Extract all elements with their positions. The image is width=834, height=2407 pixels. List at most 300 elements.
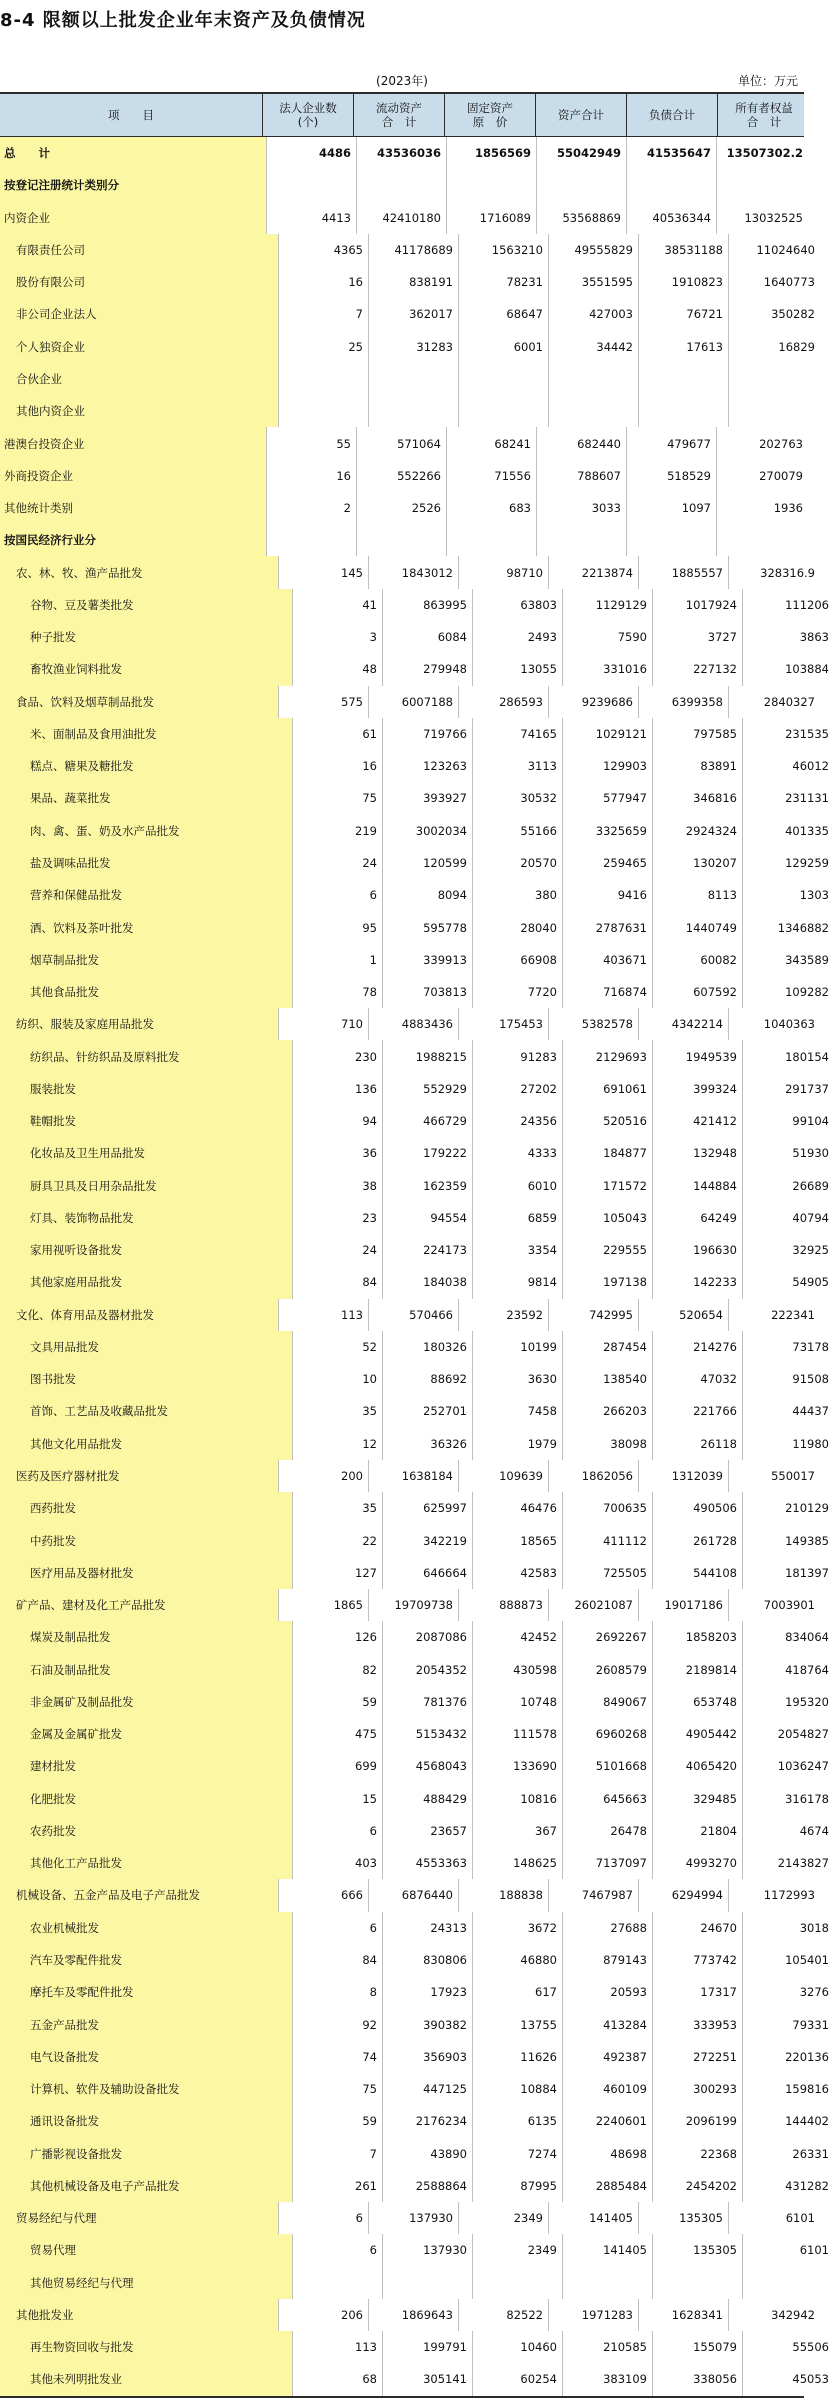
cell-enterprise-count: 206 [278, 2299, 368, 2331]
cell-owners-equity: 231535 [742, 718, 834, 750]
cell-enterprise-count [266, 524, 356, 556]
cell-enterprise-count: 6 [292, 1912, 382, 1944]
row-label: 按国民经济行业分 [0, 524, 266, 556]
header-current-assets [353, 94, 444, 136]
header-owners-equity [717, 94, 810, 136]
cell-total-assets: 141405 [548, 2202, 638, 2234]
cell-total-liabilities [626, 524, 716, 556]
row-label: 其他批发业 [0, 2299, 278, 2331]
row-label: 通讯设备批发 [0, 2105, 292, 2137]
cell-total-assets: 34442 [548, 331, 638, 363]
cell-current-assets: 781376 [382, 1686, 472, 1718]
cell-current-assets: 2176234 [382, 2105, 472, 2137]
cell-total-assets: 2608579 [562, 1653, 652, 1685]
year-caption: (2023年) [376, 74, 428, 88]
cell-owners-equity: 6101 [728, 2202, 820, 2234]
cell-total-assets: 26021087 [548, 1589, 638, 1621]
table-row [0, 1202, 829, 1234]
cell-total-assets: 6960268 [562, 1718, 652, 1750]
row-label: 食品、饮料及烟草制品批发 [0, 686, 278, 718]
row-label: 股份有限公司 [0, 266, 278, 298]
cell-enterprise-count: 59 [292, 1686, 382, 1718]
table-row [0, 266, 815, 298]
cell-current-assets: 863995 [382, 589, 472, 621]
table-row [0, 2267, 804, 2299]
cell-enterprise-count: 38 [292, 1170, 382, 1202]
row-label: 其他家庭用品批发 [0, 1266, 292, 1298]
row-label: 汽车及零配件批发 [0, 1944, 292, 1976]
cell-total-liabilities: 653748 [652, 1686, 742, 1718]
cell-fixed-assets: 430598 [472, 1653, 562, 1685]
table-row [0, 169, 804, 201]
cell-total-liabilities: 479677 [626, 427, 716, 459]
cell-total-assets: 48698 [562, 2137, 652, 2169]
cell-total-liabilities: 135305 [652, 2234, 742, 2266]
cell-total-liabilities [638, 363, 728, 395]
cell-enterprise-count: 113 [278, 1299, 368, 1331]
cell-total-liabilities [626, 169, 716, 201]
cell-fixed-assets: 6010 [472, 1170, 562, 1202]
cell-total-liabilities: 1628341 [638, 2299, 728, 2331]
cell-enterprise-count: 6 [292, 1815, 382, 1847]
cell-enterprise-count: 10 [292, 1363, 382, 1395]
cell-enterprise-count: 16 [278, 266, 368, 298]
cell-fixed-assets: 13055 [472, 653, 562, 685]
cell-total-assets: 3325659 [562, 815, 652, 847]
cell-fixed-assets: 6135 [472, 2105, 562, 2137]
table-row [0, 460, 804, 492]
row-label: 非金属矿及制品批发 [0, 1686, 292, 1718]
row-label: 服装批发 [0, 1073, 292, 1105]
cell-current-assets [356, 524, 446, 556]
row-label: 化肥批发 [0, 1783, 292, 1815]
cell-owners-equity: 401335 [742, 815, 834, 847]
cell-owners-equity: 181397 [742, 1557, 834, 1589]
row-label: 外商投资企业 [0, 460, 266, 492]
cell-total-assets: 2885484 [562, 2170, 652, 2202]
cell-current-assets: 41178689 [368, 234, 458, 266]
cell-fixed-assets: 23592 [458, 1299, 548, 1331]
cell-owners-equity: 13507302.2 [716, 137, 808, 169]
cell-total-assets: 2692267 [562, 1621, 652, 1653]
table-row [0, 1750, 829, 1782]
cell-total-assets: 645663 [562, 1783, 652, 1815]
cell-total-assets: 287454 [562, 1331, 652, 1363]
cell-total-assets: 725505 [562, 1557, 652, 1589]
cell-fixed-assets: 1716089 [446, 202, 536, 234]
cell-fixed-assets: 10816 [472, 1783, 562, 1815]
cell-current-assets: 24313 [382, 1912, 472, 1944]
row-label: 文化、体育用品及器材批发 [0, 1299, 278, 1331]
table-body [0, 137, 829, 2396]
cell-fixed-assets: 4333 [472, 1137, 562, 1169]
cell-total-liabilities: 3727 [652, 621, 742, 653]
cell-owners-equity: 418764 [742, 1653, 834, 1685]
table-row [0, 2234, 829, 2266]
cell-enterprise-count: 23 [292, 1202, 382, 1234]
cell-enterprise-count: 4413 [266, 202, 356, 234]
cell-total-assets [548, 363, 638, 395]
cell-fixed-assets: 10748 [472, 1686, 562, 1718]
cell-fixed-assets: 1563210 [458, 234, 548, 266]
cell-current-assets: 1638184 [368, 1460, 458, 1492]
cell-owners-equity: 99104 [742, 1105, 834, 1137]
cell-owners-equity: 431282 [742, 2170, 834, 2202]
cell-total-assets: 2129693 [562, 1040, 652, 1072]
cell-fixed-assets: 18565 [472, 1524, 562, 1556]
cell-total-liabilities: 26118 [652, 1428, 742, 1460]
cell-owners-equity: 3276 [742, 1976, 834, 2008]
row-label: 其他化工产品批发 [0, 1847, 292, 1879]
table-row [0, 653, 829, 685]
cell-fixed-assets: 27202 [472, 1073, 562, 1105]
cell-enterprise-count: 1865 [278, 1589, 368, 1621]
cell-total-liabilities: 261728 [652, 1524, 742, 1556]
cell-enterprise-count: 710 [278, 1008, 368, 1040]
cell-enterprise-count: 200 [278, 1460, 368, 1492]
cell-total-liabilities: 47032 [652, 1363, 742, 1395]
cell-current-assets: 23657 [382, 1815, 472, 1847]
cell-enterprise-count: 6 [292, 879, 382, 911]
row-label: 种子批发 [0, 621, 292, 653]
row-label: 内资企业 [0, 202, 266, 234]
cell-owners-equity: 3018 [742, 1912, 834, 1944]
cell-enterprise-count: 575 [278, 686, 368, 718]
cell-fixed-assets [458, 363, 548, 395]
cell-owners-equity: 55506 [742, 2331, 834, 2363]
cell-current-assets: 88692 [382, 1363, 472, 1395]
cell-current-assets: 390382 [382, 2008, 472, 2040]
page-title: 8-4 限额以上批发企业年末资产及负债情况 [0, 10, 366, 31]
cell-total-liabilities: 346816 [652, 782, 742, 814]
table-row [0, 1395, 829, 1427]
cell-owners-equity: 40794 [742, 1202, 834, 1234]
cell-enterprise-count: 666 [278, 1879, 368, 1911]
row-label: 糕点、糖果及糖批发 [0, 750, 292, 782]
cell-total-liabilities: 41535647 [626, 137, 716, 169]
cell-fixed-assets: 683 [446, 492, 536, 524]
cell-current-assets: 466729 [382, 1105, 472, 1137]
table-row [0, 298, 815, 330]
cell-total-assets: 411112 [562, 1524, 652, 1556]
row-label: 西药批发 [0, 1492, 292, 1524]
cell-fixed-assets: 3354 [472, 1234, 562, 1266]
cell-current-assets: 342219 [382, 1524, 472, 1556]
cell-owners-equity: 342942 [728, 2299, 820, 2331]
cell-total-assets [536, 524, 626, 556]
cell-total-assets: 577947 [562, 782, 652, 814]
cell-total-liabilities: 329485 [652, 1783, 742, 1815]
cell-owners-equity: 159816 [742, 2073, 834, 2105]
cell-enterprise-count: 61 [292, 718, 382, 750]
cell-current-assets: 356903 [382, 2041, 472, 2073]
cell-owners-equity: 350282 [728, 298, 820, 330]
table-row [0, 2331, 829, 2363]
cell-enterprise-count: 4486 [266, 137, 356, 169]
cell-enterprise-count: 699 [292, 1750, 382, 1782]
cell-fixed-assets: 148625 [472, 1847, 562, 1879]
table-row [0, 2073, 829, 2105]
cell-fixed-assets: 42583 [472, 1557, 562, 1589]
cell-enterprise-count: 6 [292, 2234, 382, 2266]
table-row [0, 1073, 829, 1105]
cell-total-liabilities: 132948 [652, 1137, 742, 1169]
header-total-assets [535, 94, 626, 136]
table-row [0, 750, 829, 782]
row-label: 鞋帽批发 [0, 1105, 292, 1137]
cell-current-assets: 305141 [382, 2363, 472, 2395]
cell-enterprise-count: 16 [292, 750, 382, 782]
cell-enterprise-count: 113 [292, 2331, 382, 2363]
cell-current-assets: 830806 [382, 1944, 472, 1976]
cell-owners-equity: 1936 [716, 492, 808, 524]
cell-enterprise-count: 12 [292, 1428, 382, 1460]
cell-current-assets: 43536036 [356, 137, 446, 169]
cell-enterprise-count: 59 [292, 2105, 382, 2137]
cell-enterprise-count: 78 [292, 976, 382, 1008]
cell-current-assets: 570466 [368, 1299, 458, 1331]
table-row [0, 686, 815, 718]
cell-total-liabilities: 4342214 [638, 1008, 728, 1040]
row-label: 肉、禽、蛋、奶及水产品批发 [0, 815, 292, 847]
table-row [0, 2137, 829, 2169]
cell-current-assets: 6007188 [368, 686, 458, 718]
cell-total-liabilities: 1885557 [638, 556, 728, 588]
table-row [0, 1492, 829, 1524]
cell-fixed-assets: 3672 [472, 1912, 562, 1944]
cell-fixed-assets: 55166 [472, 815, 562, 847]
cell-enterprise-count: 24 [292, 847, 382, 879]
cell-fixed-assets: 87995 [472, 2170, 562, 2202]
cell-owners-equity: 73178 [742, 1331, 834, 1363]
header-enterprise-count [262, 94, 353, 136]
cell-fixed-assets: 6001 [458, 331, 548, 363]
cell-owners-equity: 129259 [742, 847, 834, 879]
table-row [0, 2299, 815, 2331]
cell-total-liabilities: 142233 [652, 1266, 742, 1298]
table-row [0, 2008, 829, 2040]
cell-fixed-assets: 6859 [472, 1202, 562, 1234]
table-row [0, 556, 815, 588]
cell-total-assets: 138540 [562, 1363, 652, 1395]
cell-current-assets: 552929 [382, 1073, 472, 1105]
cell-current-assets: 3002034 [382, 815, 472, 847]
cell-current-assets: 646664 [382, 1557, 472, 1589]
cell-owners-equity: 32925 [742, 1234, 834, 1266]
cell-enterprise-count: 82 [292, 1653, 382, 1685]
table-row [0, 1557, 829, 1589]
cell-total-assets: 9239686 [548, 686, 638, 718]
cell-current-assets: 2526 [356, 492, 446, 524]
cell-owners-equity: 328316.9 [728, 556, 820, 588]
cell-total-liabilities: 1910823 [638, 266, 728, 298]
cell-enterprise-count: 95 [292, 911, 382, 943]
cell-enterprise-count: 55 [266, 427, 356, 459]
cell-total-assets: 229555 [562, 1234, 652, 1266]
table-row [0, 1621, 829, 1653]
cell-total-liabilities: 17317 [652, 1976, 742, 2008]
cell-enterprise-count: 24 [292, 1234, 382, 1266]
cell-owners-equity: 195320 [742, 1686, 834, 1718]
row-label: 纺织品、针纺织品及原料批发 [0, 1040, 292, 1072]
cell-owners-equity: 834064 [742, 1621, 834, 1653]
cell-owners-equity: 7003901 [728, 1589, 820, 1621]
row-label: 非公司企业法人 [0, 298, 278, 330]
cell-total-assets: 403671 [562, 944, 652, 976]
table-row [0, 202, 804, 234]
cell-enterprise-count: 48 [292, 653, 382, 685]
table-row [0, 976, 829, 1008]
row-label: 五金产品批发 [0, 2008, 292, 2040]
cell-total-liabilities: 1440749 [652, 911, 742, 943]
row-label: 谷物、豆及薯类批发 [0, 589, 292, 621]
cell-owners-equity: 149385 [742, 1524, 834, 1556]
cell-total-assets [536, 169, 626, 201]
cell-owners-equity: 111206 [742, 589, 834, 621]
row-label: 家用视听设备批发 [0, 1234, 292, 1266]
row-label: 医疗用品及器材批发 [0, 1557, 292, 1589]
row-label: 营养和保健品批发 [0, 879, 292, 911]
cell-current-assets: 8094 [382, 879, 472, 911]
cell-fixed-assets: 133690 [472, 1750, 562, 1782]
table-row [0, 2170, 829, 2202]
row-label: 贸易代理 [0, 2234, 292, 2266]
cell-total-liabilities: 130207 [652, 847, 742, 879]
cell-total-assets: 2213874 [548, 556, 638, 588]
cell-total-assets: 55042949 [536, 137, 626, 169]
cell-enterprise-count: 94 [292, 1105, 382, 1137]
cell-enterprise-count: 145 [278, 556, 368, 588]
cell-current-assets: 17923 [382, 1976, 472, 2008]
table-row [0, 492, 804, 524]
cell-owners-equity: 231131 [742, 782, 834, 814]
row-label: 广播影视设备批发 [0, 2137, 292, 2169]
cell-fixed-assets: 42452 [472, 1621, 562, 1653]
cell-total-liabilities: 196630 [652, 1234, 742, 1266]
cell-owners-equity: 1303 [742, 879, 834, 911]
row-label: 农、林、牧、渔产品批发 [0, 556, 278, 588]
cell-current-assets: 2087086 [382, 1621, 472, 1653]
cell-current-assets: 552266 [356, 460, 446, 492]
cell-total-liabilities: 6399358 [638, 686, 728, 718]
cell-total-assets: 331016 [562, 653, 652, 685]
cell-total-assets: 184877 [562, 1137, 652, 1169]
cell-total-liabilities: 221766 [652, 1395, 742, 1427]
row-label: 果品、蔬菜批发 [0, 782, 292, 814]
cell-owners-equity: 51930 [742, 1137, 834, 1169]
cell-total-assets: 197138 [562, 1266, 652, 1298]
row-label: 盐及调味品批发 [0, 847, 292, 879]
cell-total-liabilities: 4905442 [652, 1718, 742, 1750]
cell-fixed-assets: 78231 [458, 266, 548, 298]
cell-owners-equity: 1640773 [728, 266, 820, 298]
cell-fixed-assets: 10460 [472, 2331, 562, 2363]
cell-current-assets: 123263 [382, 750, 472, 782]
row-label: 首饰、工艺品及收藏品批发 [0, 1395, 292, 1427]
table-row [0, 1783, 829, 1815]
cell-enterprise-count [266, 169, 356, 201]
cell-fixed-assets: 10884 [472, 2073, 562, 2105]
header-total-liabilities-label: 负债合计 [649, 108, 695, 122]
cell-owners-equity: 2143827 [742, 1847, 834, 1879]
cell-current-assets: 1843012 [368, 556, 458, 588]
cell-total-assets: 742995 [548, 1299, 638, 1331]
row-label: 摩托车及零配件批发 [0, 1976, 292, 2008]
cell-enterprise-count: 92 [292, 2008, 382, 2040]
row-label: 有限责任公司 [0, 234, 278, 266]
cell-current-assets: 4553363 [382, 1847, 472, 1879]
cell-total-liabilities: 338056 [652, 2363, 742, 2395]
row-label: 石油及制品批发 [0, 1653, 292, 1685]
cell-current-assets: 571064 [356, 427, 446, 459]
header-total-liabilities [626, 94, 717, 136]
cell-total-liabilities: 24670 [652, 1912, 742, 1944]
row-label: 中药批发 [0, 1524, 292, 1556]
table-row [0, 2041, 829, 2073]
cell-total-assets: 1971283 [548, 2299, 638, 2331]
cell-total-assets: 53568869 [536, 202, 626, 234]
row-label: 机械设备、五金产品及电子产品批发 [0, 1879, 278, 1911]
table-row [0, 1718, 829, 1750]
cell-current-assets: 362017 [368, 298, 458, 330]
header-total-assets-label: 资产合计 [558, 108, 604, 122]
cell-enterprise-count: 35 [292, 1395, 382, 1427]
cell-current-assets: 31283 [368, 331, 458, 363]
cell-enterprise-count: 41 [292, 589, 382, 621]
cell-owners-equity: 144402 [742, 2105, 834, 2137]
header-enterprise-count-label: 法人企业数 (个) [279, 101, 337, 129]
cell-owners-equity: 1036247 [742, 1750, 834, 1782]
cell-current-assets: 184038 [382, 1266, 472, 1298]
cell-owners-equity [728, 395, 820, 427]
cell-total-assets: 105043 [562, 1202, 652, 1234]
cell-fixed-assets: 111578 [472, 1718, 562, 1750]
cell-fixed-assets: 888873 [458, 1589, 548, 1621]
table-row [0, 815, 829, 847]
cell-current-assets: 488429 [382, 1783, 472, 1815]
cell-total-assets: 20593 [562, 1976, 652, 2008]
cell-enterprise-count: 35 [292, 1492, 382, 1524]
table-row [0, 718, 829, 750]
cell-total-assets: 691061 [562, 1073, 652, 1105]
cell-owners-equity: 44437 [742, 1395, 834, 1427]
cell-total-liabilities: 22368 [652, 2137, 742, 2169]
cell-owners-equity: 6101 [742, 2234, 834, 2266]
cell-owners-equity [716, 524, 808, 556]
cell-owners-equity: 3863 [742, 621, 834, 653]
table-row [0, 1266, 829, 1298]
row-label: 农药批发 [0, 1815, 292, 1847]
cell-total-liabilities: 4993270 [652, 1847, 742, 1879]
data-table [0, 92, 829, 2398]
table-row [0, 1944, 829, 1976]
cell-fixed-assets: 7458 [472, 1395, 562, 1427]
row-label: 酒、饮料及茶叶批发 [0, 911, 292, 943]
table-row [0, 1040, 829, 1072]
table-row [0, 1234, 829, 1266]
row-label: 化妆品及卫生用品批发 [0, 1137, 292, 1169]
cell-total-assets: 1862056 [548, 1460, 638, 1492]
row-label: 电气设备批发 [0, 2041, 292, 2073]
cell-current-assets: 838191 [368, 266, 458, 298]
cell-total-liabilities: 544108 [652, 1557, 742, 1589]
cell-current-assets: 5153432 [382, 1718, 472, 1750]
cell-owners-equity: 1172993 [728, 1879, 820, 1911]
row-label: 建材批发 [0, 1750, 292, 1782]
cell-owners-equity [742, 2267, 834, 2299]
table-row [0, 782, 829, 814]
cell-enterprise-count: 261 [292, 2170, 382, 2202]
